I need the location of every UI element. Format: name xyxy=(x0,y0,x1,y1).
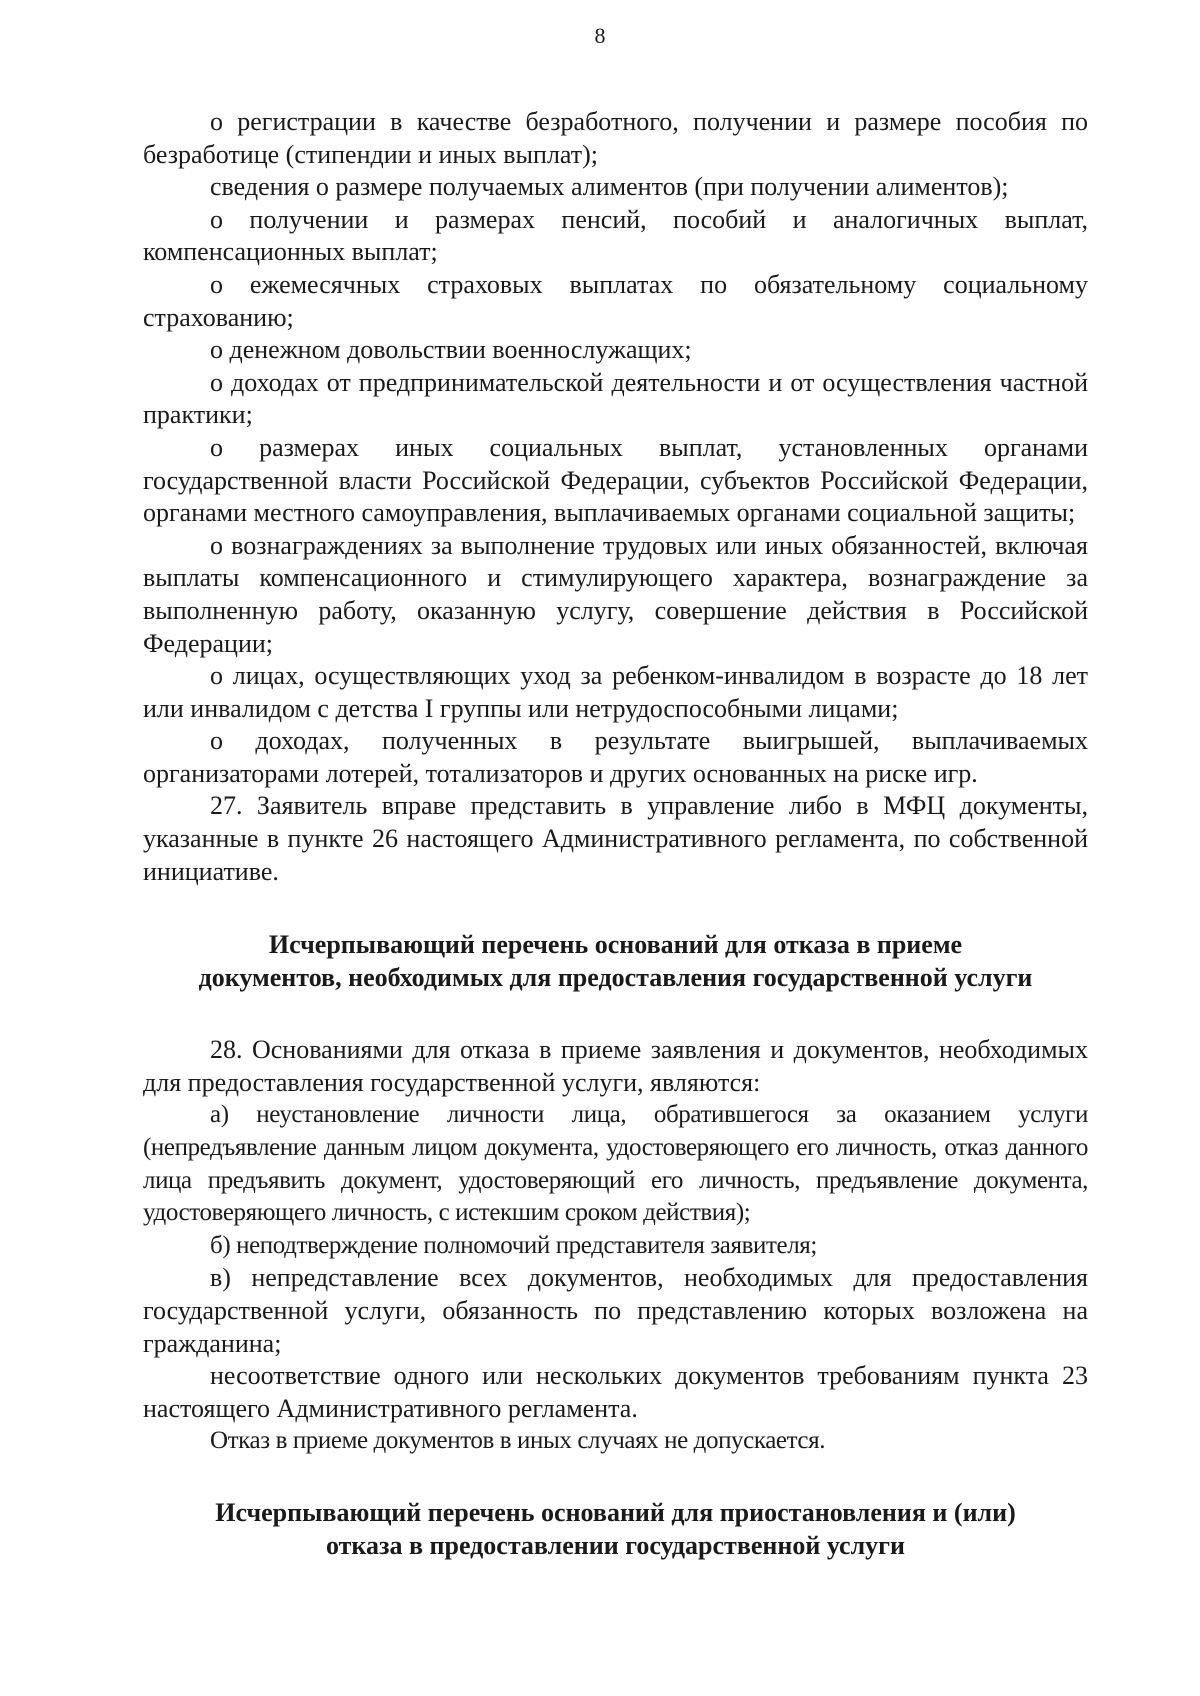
paragraph-item-28a: а) неустановление личности лица, обратившегося за оказанием услуги (непредъявление данным лицом документа, удостоверяющего его личность, отказ данного лица предъявить документ, удостоверяющий его личность, предъявление документа, удостоверяющего личность, с истекшим сроком действия); xyxy=(143,1101,1088,1227)
heading-line: Исчерпывающий перечень оснований для приостановления и (или) xyxy=(215,1497,1016,1527)
paragraph-item-27: 27. Заявитель вправе представить в управление либо в МФЦ документы, указанные в пункте 26 настоящего Административного регламента, по собственной инициативе. xyxy=(143,791,1088,886)
heading-line: отказа в предоставлении государственной услуги xyxy=(326,1530,905,1560)
paragraph-social-payments: о размерах иных социальных выплат, установленных органами государственной власти Российской Федерации, субъектов Российской Федерации, органами местного самоуправления, выплачиваемых органами социальной защиты; xyxy=(143,432,1088,528)
document-body xyxy=(143,106,1088,1562)
paragraph-military-allowance: о денежном довольствии военнослужащих; xyxy=(210,335,692,365)
paragraph-item-28v: в) непредставление всех документов, необходимых для предоставления государственной услуги, обязанность по представлению которых возложена на гражданина; xyxy=(143,1263,1088,1358)
heading-refusal-acceptance xyxy=(143,928,1088,994)
paragraph-item-28b: б) неподтверждение полномочий представителя заявителя; xyxy=(210,1231,817,1259)
paragraph-pensions: о получении и размерах пенсий, пособий и аналогичных выплат, компенсационных выплат; xyxy=(143,204,1088,267)
paragraph-business-income: о доходах от предпринимательской деятельности и от осуществления частной практики; xyxy=(143,367,1088,430)
paragraph-remuneration: о вознаграждениях за выполнение трудовых или иных обязанностей, включая выплаты компенсационного и стимулирующего характера, вознаграждение за выполненную работу, оказанную услугу, совершение действия в Российской Федерации; xyxy=(143,530,1088,658)
paragraph-nonconformity: несоответствие одного или нескольких документов требованиям пункта 23 настоящего Административного регламента. xyxy=(143,1361,1088,1423)
paragraph-caregivers: о лицах, осуществляющих уход за ребенком-инвалидом в возрасте до 18 лет или инвалидом с детства I группы или нетрудоспособными лицами; xyxy=(143,661,1088,723)
heading-line: документов, необходимых для предоставления государственной услуги xyxy=(198,963,1033,993)
page-number: 8 xyxy=(594,23,606,48)
paragraph-winnings: о доходах, полученных в результате выигрышей, выплачиваемых организаторами лотерей, тотализаторов и других основанных на риске игр. xyxy=(143,726,1088,788)
paragraph-unemployment: о регистрации в качестве безработного, получении и размере пособия по безработице (стипендии и иных выплат); xyxy=(143,107,1088,169)
paragraph-alimony: сведения о размере получаемых алиментов (при получении алиментов); xyxy=(210,172,1009,202)
heading-suspension-refusal xyxy=(143,1496,1088,1562)
paragraph-item-28: 28. Основаниями для отказа в приеме заявления и документов, необходимых для предоставления государственной услуги, являются: xyxy=(143,1035,1088,1097)
heading-line: Исчерпывающий перечень оснований для отказа в приеме xyxy=(268,930,963,960)
paragraph-insurance: о ежемесячных страховых выплатах по обязательному социальному страхованию; xyxy=(143,269,1088,332)
paragraph-no-other-cases: Отказ в приеме документов в иных случаях не допускается. xyxy=(210,1427,826,1455)
section-refusal-grounds xyxy=(143,1034,1088,1458)
